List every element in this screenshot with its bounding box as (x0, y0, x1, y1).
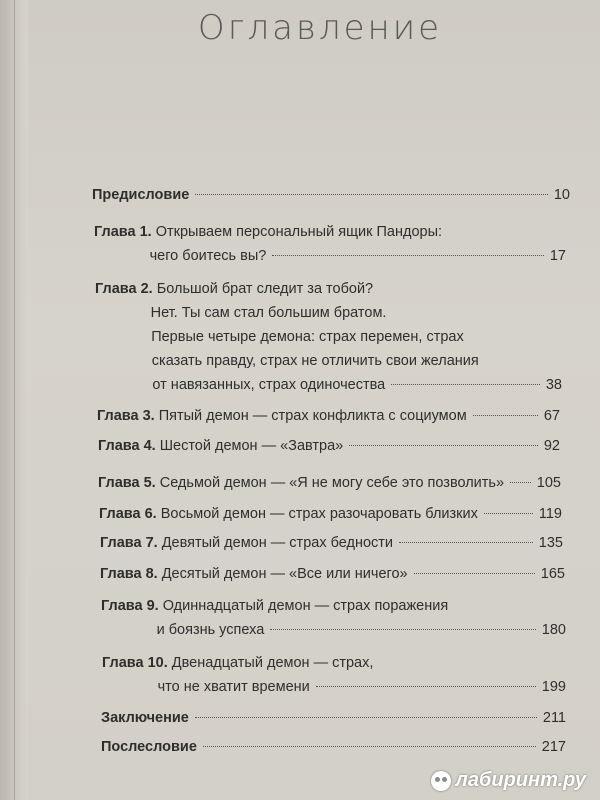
toc-line (102, 653, 373, 673)
toc-entry-label: Глава 8. (100, 566, 158, 582)
toc-line (152, 375, 562, 395)
toc-page-number: 135 (538, 535, 563, 551)
owl-logo-icon (431, 771, 451, 791)
toc-entry-label: Глава 2. (95, 281, 153, 297)
dot-leader (484, 513, 533, 514)
toc-line (151, 327, 464, 347)
toc-entry-title: от навязанных, страх одиночества (152, 377, 386, 393)
toc-page-number: 10 (553, 187, 570, 203)
toc-line (158, 677, 566, 697)
dot-leader (349, 445, 538, 446)
toc-entry-label: Глава 10. (102, 655, 168, 671)
dot-leader (391, 384, 540, 385)
toc-entry-title: Большой брат следит за тобой? (156, 281, 374, 297)
toc-entry-label: Глава 9. (101, 598, 159, 614)
toc-line (97, 406, 560, 426)
dot-leader (203, 746, 536, 747)
toc-page-number: 211 (542, 710, 566, 726)
dot-leader (316, 686, 536, 687)
toc-line (92, 185, 570, 205)
dot-leader (510, 482, 531, 483)
toc-line (99, 504, 562, 524)
toc-page-number: 217 (541, 739, 566, 755)
dot-leader (195, 717, 537, 718)
toc-entry-title: Восьмой демон — страх разочаровать близких (160, 506, 478, 522)
toc-page-number: 67 (543, 408, 560, 424)
dot-leader (414, 573, 535, 574)
toc-entry-title: Шестой демон — «Завтра» (159, 438, 344, 454)
toc-page-number: 105 (536, 475, 561, 491)
toc-line (101, 596, 448, 616)
toc-page-number: 165 (540, 566, 565, 582)
toc-entry-title: Девятый демон — страх бедности (161, 535, 394, 551)
toc-page-number: 199 (541, 679, 566, 695)
dot-leader (399, 542, 533, 543)
toc-entry-title: сказать правду, страх не отличить свои желания (151, 353, 479, 369)
toc-entry-title: Двенадцатый демон — страх, (171, 655, 374, 671)
toc-line (151, 303, 387, 323)
toc-entry-label: Глава 4. (98, 438, 156, 454)
toc-entry-title: Открываем персональный ящик Пандоры: (155, 224, 443, 240)
dot-leader (473, 415, 538, 416)
toc-line (98, 436, 560, 456)
toc-entry-title: Одиннадцатый демон — страх поражения (162, 598, 449, 614)
toc-line (98, 473, 561, 493)
toc-line (95, 279, 373, 299)
toc-line (157, 620, 566, 640)
toc-entry-label: Послесловие (101, 739, 197, 755)
toc-entry-label: Предисловие (92, 187, 190, 203)
toc-entry-title: Седьмой демон — «Я не могу себе это позволить» (159, 475, 505, 491)
toc-entry-label: Глава 7. (100, 535, 158, 551)
toc-entry-label: Глава 5. (98, 475, 156, 491)
toc-line (101, 737, 566, 757)
watermark-text: лабиринт.ру (455, 769, 586, 791)
toc-line (100, 564, 565, 584)
toc-page-number: 119 (538, 506, 562, 522)
dot-leader (270, 629, 536, 630)
toc-entry-title: что не хватит времени (157, 679, 310, 695)
toc-entry-label: Заключение (101, 710, 189, 726)
toc-page-number: 92 (543, 438, 560, 454)
toc-line (150, 246, 566, 266)
toc-line (152, 351, 479, 371)
toc-entry-title: и боязнь успеха (156, 622, 265, 638)
toc-entry-title: Пятый демон — страх конфликта с социумом (158, 408, 467, 424)
toc-entry-label: Глава 1. (94, 224, 152, 240)
toc-line (101, 708, 566, 728)
toc-entry-label: Глава 3. (97, 408, 155, 424)
toc-entry-title: Первые четыре демона: страх перемен, страх (151, 329, 464, 345)
toc-page-number: 180 (541, 622, 566, 638)
dot-leader (272, 255, 544, 256)
watermark (431, 769, 586, 792)
toc-page-number: 17 (549, 248, 566, 264)
toc-line (94, 222, 442, 242)
toc-entry-title: Десятый демон — «Все или ничего» (161, 566, 408, 582)
toc-entry-title: чего боитесь вы? (149, 248, 267, 264)
page-title: Оглавление (197, 8, 443, 48)
toc-line (100, 533, 563, 553)
toc-entry-title: Нет. Ты сам стал большим братом. (150, 305, 387, 321)
dot-leader (195, 194, 548, 195)
toc-entry-label: Глава 6. (99, 506, 157, 522)
toc-page-number: 38 (545, 377, 562, 393)
